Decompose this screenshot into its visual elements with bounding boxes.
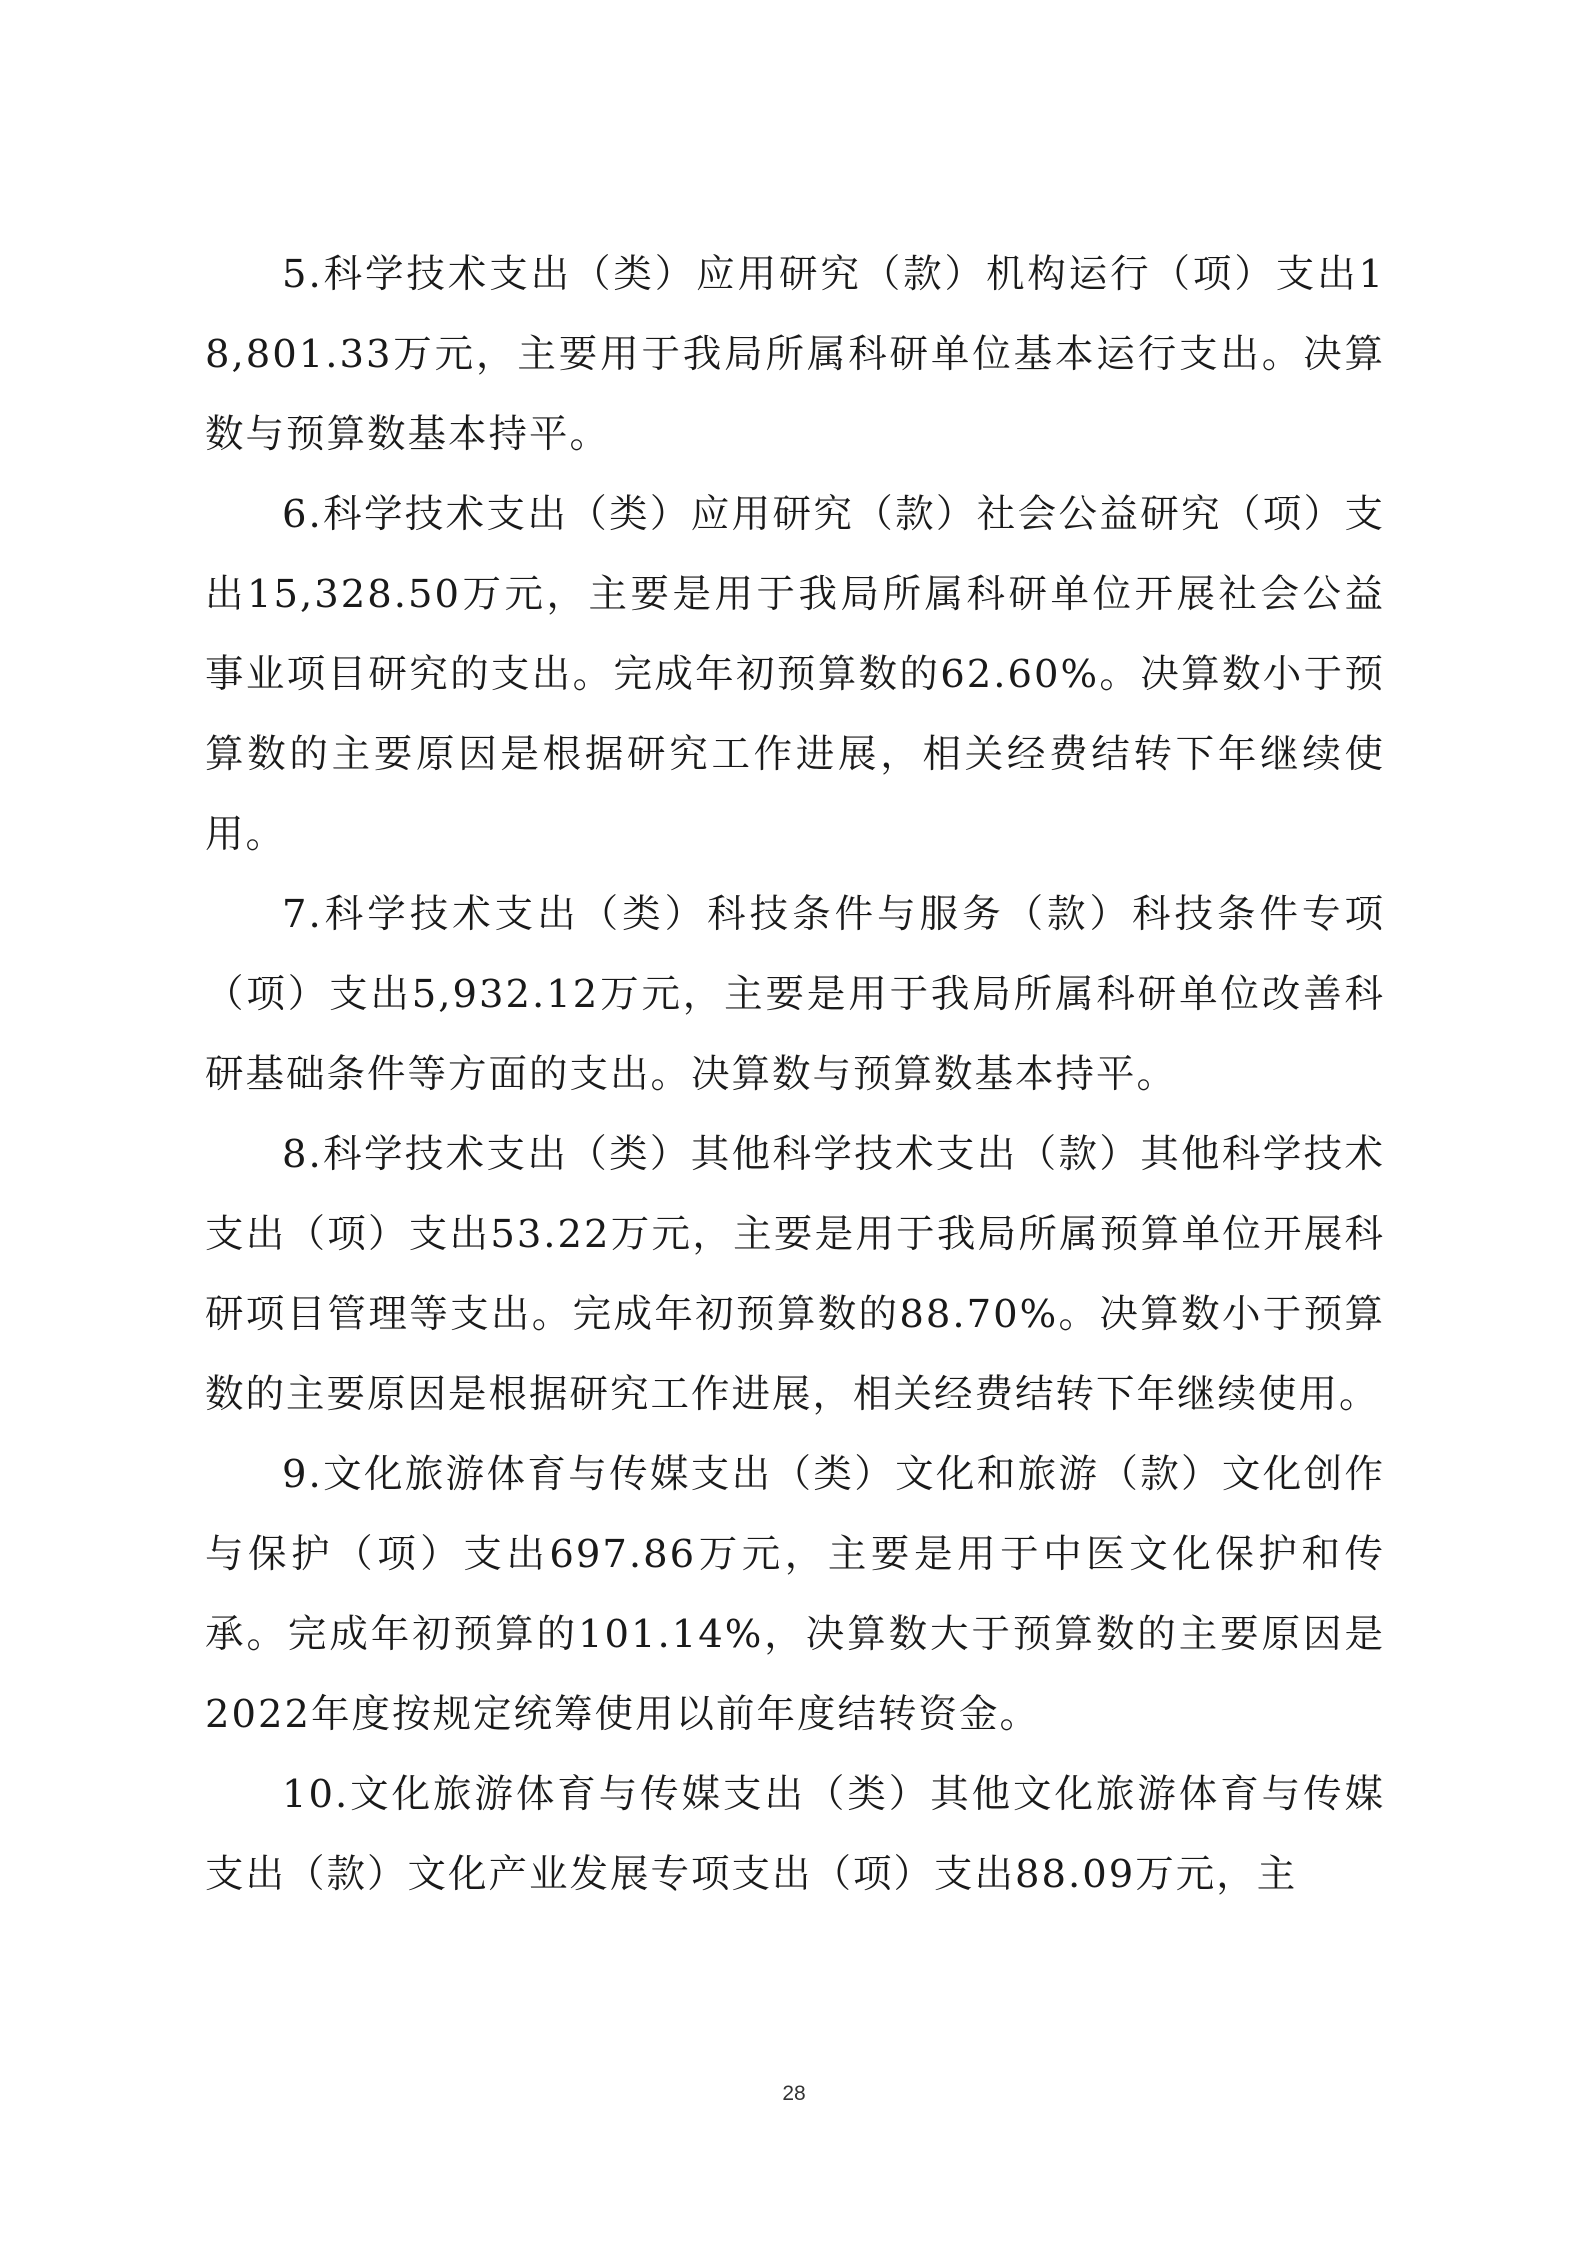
paragraph-item-5: 5.科学技术支出（类）应用研究（款）机构运行（项）支出18,801.33万元，主要用于我局所属科研单位基本运行支出。决算数与预算数基本持平。 <box>205 252 1385 457</box>
paragraph-item-7: 7.科学技术支出（类）科技条件与服务（款）科技条件专项（项）支出5,932.12万元，主要是用于我局所属科研单位改善科研基础条件等方面的支出。决算数与预算数基本持平。 <box>205 892 1385 1097</box>
page-number: 28 <box>782 2082 806 2105</box>
paragraph-item-10: 10.文化旅游体育与传媒支出（类）其他文化旅游体育与传媒支出（款）文化产业发展专项支出（项）支出88.09万元，主 <box>205 1772 1385 1897</box>
paragraph-item-6: 6.科学技术支出（类）应用研究（款）社会公益研究（项）支出15,328.50万元，主要是用于我局所属科研单位开展社会公益事业项目研究的支出。完成年初预算数的62.60%。决算数小于预算数的主要原因是根据研究工作进展，相关经费结转下年继续使用。 <box>205 492 1385 857</box>
document-body <box>205 235 1385 1915</box>
paragraph-item-9: 9.文化旅游体育与传媒支出（类）文化和旅游（款）文化创作与保护（项）支出697.86万元，主要是用于中医文化保护和传承。完成年初预算的101.14%，决算数大于预算数的主要原因是2022年度按规定统筹使用以前年度结转资金。 <box>205 1452 1385 1737</box>
paragraph-item-8: 8.科学技术支出（类）其他科学技术支出（款）其他科学技术支出（项）支出53.22万元，主要是用于我局所属预算单位开展科研项目管理等支出。完成年初预算数的88.70%。决算数小于预算数的主要原因是根据研究工作进展，相关经费结转下年继续使用。 <box>205 1132 1385 1417</box>
